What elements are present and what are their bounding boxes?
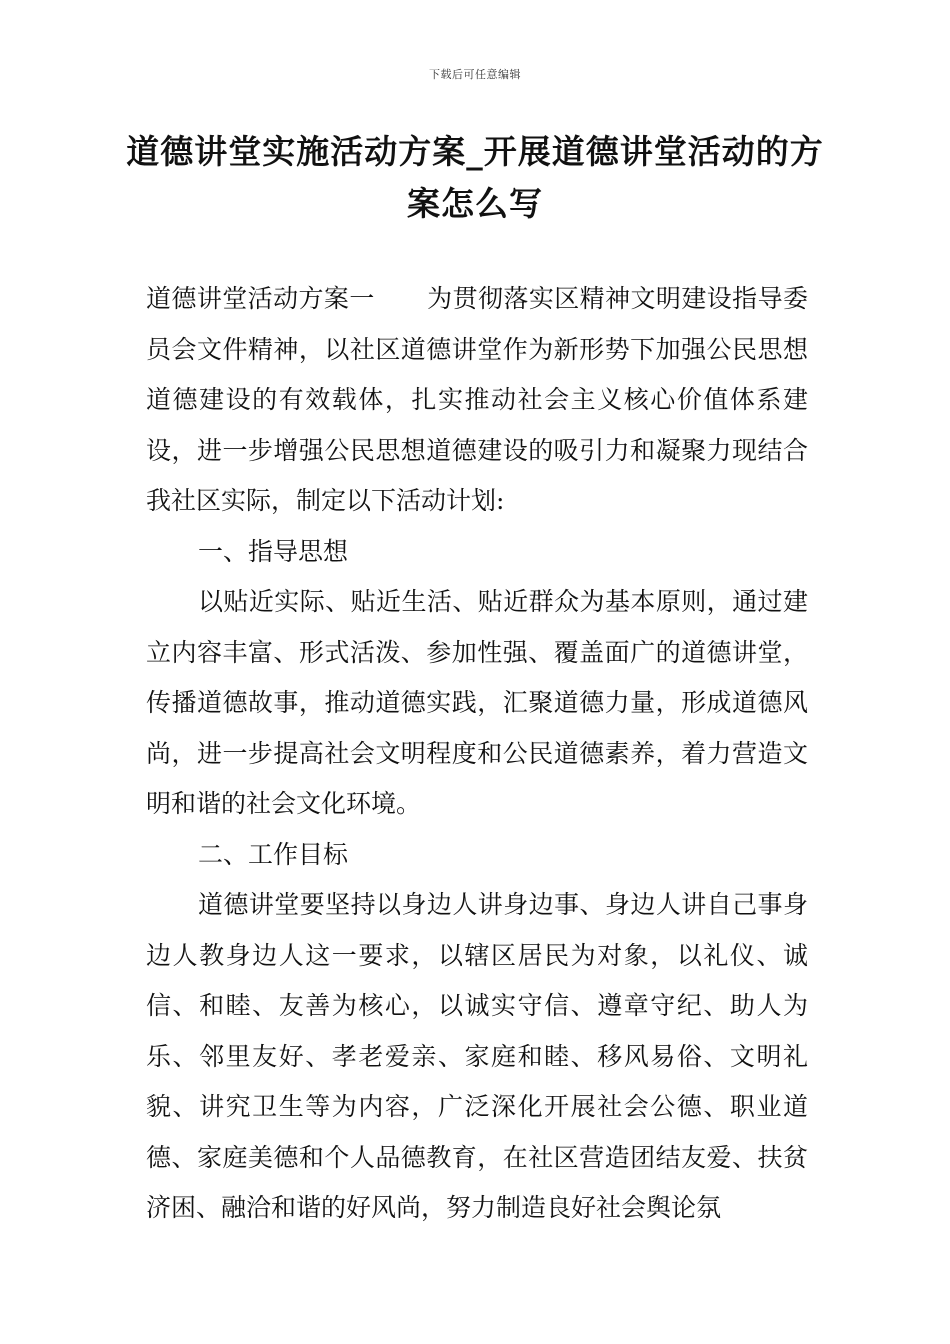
section-heading-1: 一、指导思想 xyxy=(198,536,349,566)
intro-text: 为贯彻落实区精神文明建设指导委员会文件精神，以社区道德讲堂作为新形势下加强公民思想道德建设的有效载体，扎实推动社会主义核心价值体系建设，进一步增强公民思想道德建设的吸引力和凝聚力现结合我社区实际，制定以下活动计划: xyxy=(146,284,808,515)
intro-paragraph xyxy=(146,274,808,527)
section-body-1: 以贴近实际、贴近生活、贴近群众为基本原则，通过建立内容丰富、形式活泼、参加性强、覆盖面广的道德讲堂，传播道德故事，推动道德实践，汇聚道德力量，形成道德风尚，进一步提高社会文明程度和公民道德素养，着力营造文明和谐的社会文化环境。 xyxy=(146,587,808,818)
intro-lead: 道德讲堂活动方案一 xyxy=(146,284,375,313)
document-title: 道德讲堂实施活动方案_开展道德讲堂活动的方案怎么写 xyxy=(126,132,824,223)
section-body-2: 道德讲堂要坚持以身边人讲身边事、身边人讲自己事身边人教身边人这一要求，以辖区居民为对象，以礼仪、诚信、和睦、友善为核心，以诚实守信、遵章守纪、助人为乐、邻里友好、孝老爱亲、家庭和睦、移风易俗、文明礼貌、讲究卫生等为内容，广泛深化开展社会公德、职业道德、家庭美德和个人品德教育，在社区营造团结友爱、扶贫济困、融洽和谐的好风尚，努力制造良好社会舆论氛 xyxy=(146,890,808,1222)
header-note: 下载后可任意编辑 xyxy=(429,68,521,81)
section-heading-2: 二、工作目标 xyxy=(198,839,349,869)
document-body xyxy=(146,274,808,1234)
